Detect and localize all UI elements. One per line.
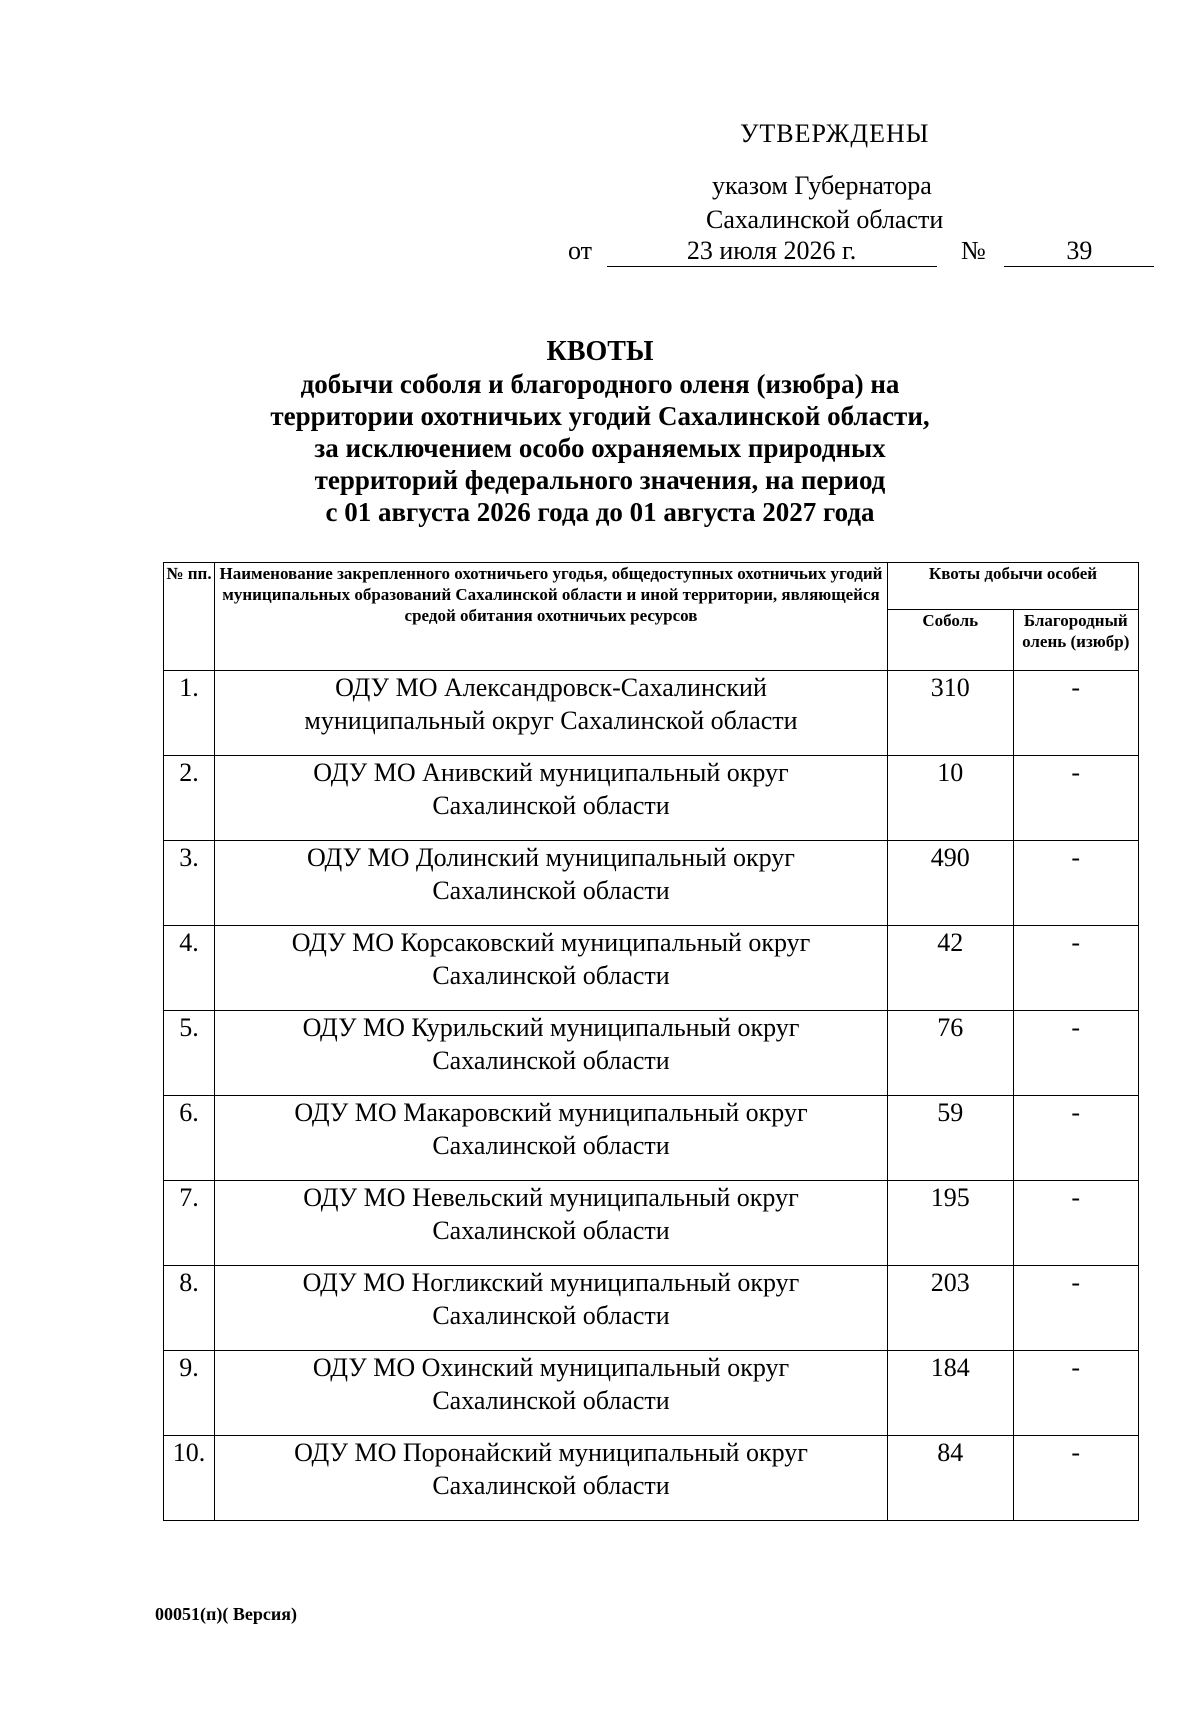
row-deer-quota: -	[1013, 1011, 1139, 1096]
decree-number: 39	[1004, 236, 1154, 267]
row-sable-quota: 42	[888, 926, 1014, 1011]
row-name-line: Сахалинской области	[432, 876, 670, 905]
title-line: за исключением особо охраняемых природных	[314, 433, 886, 463]
row-number: 5.	[164, 1011, 215, 1096]
title-line: территорий федерального значения, на период	[314, 465, 886, 495]
row-name-line: Сахалинской области	[432, 1301, 670, 1330]
row-number: 7.	[164, 1181, 215, 1266]
approval-block	[700, 118, 944, 234]
row-name	[215, 1351, 888, 1436]
table-row	[164, 1351, 1139, 1436]
row-name-line: ОДУ МО Невельский муниципальный округ	[303, 1183, 799, 1212]
row-name-line: Сахалинской области	[432, 961, 670, 990]
row-number: 9.	[164, 1351, 215, 1436]
title-line: территории охотничьих угодий Сахалинской области,	[270, 401, 930, 431]
row-deer-quota: -	[1013, 1436, 1139, 1521]
row-number: 4.	[164, 926, 215, 1011]
table-row	[164, 1096, 1139, 1181]
table-row	[164, 1011, 1139, 1096]
row-name-line: ОДУ МО Ногликский муниципальный округ	[302, 1268, 800, 1297]
header-name: Наименование закрепленного охотничьего угодья, общедоступных охотничьих угодий муниципальных образований Сахалинской области и иной территории, являющейся средой обитания охотничьих ресурсов	[215, 563, 888, 671]
row-sable-quota: 490	[888, 841, 1014, 926]
document-title	[250, 336, 950, 528]
table-row	[164, 1266, 1139, 1351]
decree-date-line	[568, 236, 1154, 267]
row-name	[215, 926, 888, 1011]
header-sable: Соболь	[888, 610, 1014, 671]
row-name	[215, 1181, 888, 1266]
row-deer-quota: -	[1013, 841, 1139, 926]
approved-by: указом Губернатора	[712, 171, 932, 200]
row-sable-quota: 10	[888, 756, 1014, 841]
row-sable-quota: 84	[888, 1436, 1014, 1521]
row-name-line: Сахалинской области	[432, 1386, 670, 1415]
row-name	[215, 1436, 888, 1521]
row-name-line: ОДУ МО Долинский муниципальный округ	[307, 843, 795, 872]
table-row	[164, 1436, 1139, 1521]
table-row	[164, 841, 1139, 926]
row-name-line: Сахалинской области	[432, 791, 670, 820]
title-line: добычи соболя и благородного оленя (изюбра) на	[300, 369, 900, 399]
row-sable-quota: 59	[888, 1096, 1014, 1181]
row-name	[215, 671, 888, 756]
row-name	[215, 841, 888, 926]
approved-heading: УТВЕРЖДЕНЫ	[740, 119, 930, 148]
row-deer-quota: -	[1013, 756, 1139, 841]
number-label: №	[961, 236, 986, 265]
row-name-line: Сахалинской области	[432, 1471, 670, 1500]
row-deer-quota: -	[1013, 926, 1139, 1011]
row-name	[215, 1266, 888, 1351]
header-number: № пп.	[164, 563, 215, 671]
table-row	[164, 1181, 1139, 1266]
row-name-line: Сахалинской области	[432, 1131, 670, 1160]
row-name-line: ОДУ МО Курильский муниципальный округ	[302, 1013, 800, 1042]
row-sable-quota: 76	[888, 1011, 1014, 1096]
row-sable-quota: 203	[888, 1266, 1014, 1351]
approved-region: Сахалинской области	[706, 205, 944, 234]
row-sable-quota: 195	[888, 1181, 1014, 1266]
row-number: 1.	[164, 671, 215, 756]
row-sable-quota: 184	[888, 1351, 1014, 1436]
row-name-line: ОДУ МО Александровск-Сахалинский	[335, 673, 767, 702]
row-deer-quota: -	[1013, 1096, 1139, 1181]
row-name	[215, 1096, 888, 1181]
decree-date: 23 июля 2026 г.	[607, 236, 937, 267]
quota-table	[163, 562, 1139, 1521]
row-deer-quota: -	[1013, 671, 1139, 756]
row-name-line: Сахалинской области	[432, 1216, 670, 1245]
row-name	[215, 1011, 888, 1096]
row-number: 6.	[164, 1096, 215, 1181]
row-name-line: ОДУ МО Макаровский муниципальный округ	[294, 1098, 808, 1127]
row-name-line: ОДУ МО Охинский муниципальный округ	[312, 1353, 790, 1382]
row-deer-quota: -	[1013, 1266, 1139, 1351]
row-deer-quota: -	[1013, 1181, 1139, 1266]
table-row	[164, 756, 1139, 841]
table-row	[164, 926, 1139, 1011]
row-number: 10.	[164, 1436, 215, 1521]
row-name	[215, 756, 888, 841]
row-number: 2.	[164, 756, 215, 841]
row-name-line: муниципальный округ Сахалинской области	[304, 706, 798, 735]
title-line: с 01 августа 2026 года до 01 августа 2027 года	[325, 497, 875, 527]
header-deer: Благородный олень (изюбр)	[1013, 610, 1139, 671]
from-label: от	[568, 236, 593, 265]
row-name-line: ОДУ МО Анивский муниципальный округ	[313, 758, 789, 787]
row-deer-quota: -	[1013, 1351, 1139, 1436]
row-name-line: ОДУ МО Поронайский муниципальный округ	[294, 1438, 808, 1467]
row-sable-quota: 310	[888, 671, 1014, 756]
version-code: 00051(п)( Версия)	[155, 1604, 297, 1624]
row-number: 3.	[164, 841, 215, 926]
header-quotas: Квоты добычи особей	[888, 563, 1139, 610]
row-name-line: ОДУ МО Корсаковский муниципальный округ	[291, 928, 811, 957]
title-heading: КВОТЫ	[546, 336, 654, 367]
table-row	[164, 671, 1139, 756]
row-name-line: Сахалинской области	[432, 1046, 670, 1075]
row-number: 8.	[164, 1266, 215, 1351]
